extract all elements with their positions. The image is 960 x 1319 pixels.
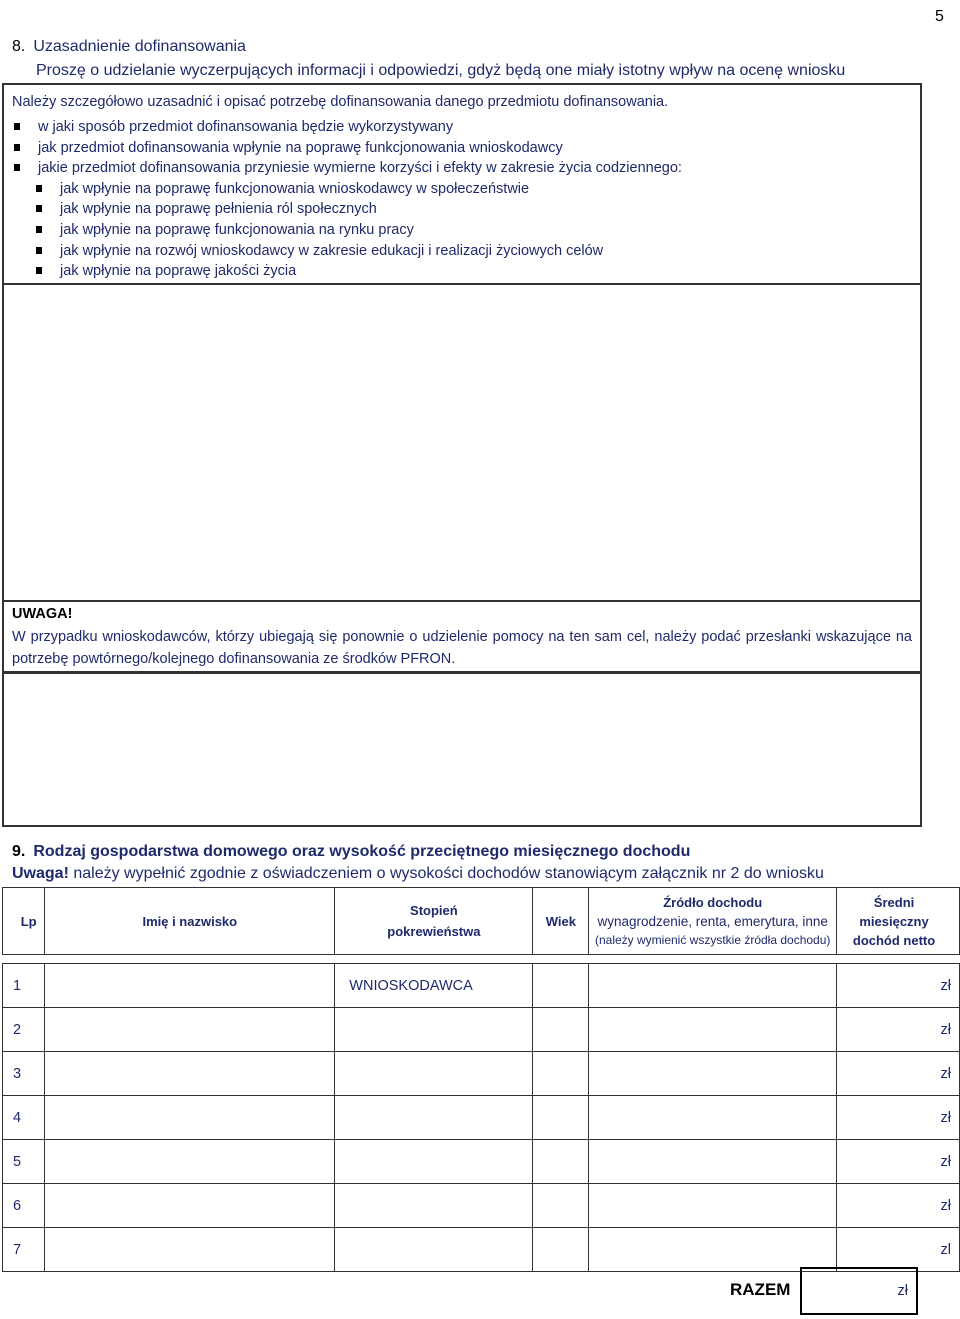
age-cell[interactable] <box>533 1184 589 1228</box>
warning-text: W przypadku wnioskodawców, którzy ubiegają się ponownie o udzielenie pomocy na ten sam cel, należy podać przesłanki wskazujące na potrzebę powtórnego/kolejnego dofinansowania ze środków PFRON. <box>12 629 912 667</box>
section-title-text: Uzasadnienie dofinansowania <box>33 38 246 55</box>
income-source-cell[interactable] <box>589 1140 837 1184</box>
age-cell[interactable] <box>533 1228 589 1272</box>
section-9-title <box>12 843 690 861</box>
degree-cell[interactable]: WNIOSKODAWCA <box>335 964 533 1008</box>
row-lp: 4 <box>3 1096 45 1140</box>
average-income-cell[interactable]: zł <box>837 1140 960 1184</box>
section-number: 8. <box>12 38 26 55</box>
degree-cell[interactable] <box>335 1140 533 1184</box>
average-income-cell[interactable]: zł <box>837 1096 960 1140</box>
degree-cell[interactable] <box>335 1052 533 1096</box>
degree-cell[interactable] <box>335 1008 533 1052</box>
name-cell[interactable] <box>45 1052 335 1096</box>
average-income-cell[interactable]: zł <box>837 1008 960 1052</box>
row-lp: 6 <box>3 1184 45 1228</box>
name-cell[interactable] <box>45 1008 335 1052</box>
justification-bullet-list <box>12 117 682 282</box>
header-source-line1: Źródło dochodu <box>663 895 763 910</box>
warning-label: UWAGA! <box>12 606 73 622</box>
income-source-cell[interactable] <box>589 1008 837 1052</box>
justification-answer-field[interactable] <box>2 284 922 602</box>
total-label: RAZEM <box>730 1280 791 1299</box>
section-9-note <box>12 865 824 883</box>
age-cell[interactable] <box>533 1140 589 1184</box>
total-income-field[interactable] <box>800 1267 918 1315</box>
table-row <box>3 1184 960 1228</box>
justification-intro: Należy szczegółowo uzasadnić i opisać potrzebę dofinansowania danego przedmiotu dofinansowania. <box>12 94 669 110</box>
row-lp: 1 <box>3 964 45 1008</box>
header-age: Wiek <box>533 888 589 955</box>
table-row <box>3 1228 960 1272</box>
sub-list-item: jak wpłynie na poprawę funkcjonowania na rynku pracy <box>12 220 682 241</box>
list-item: w jaki sposób przedmiot dofinansowania będzie wykorzystywany <box>12 117 682 138</box>
average-income-cell[interactable]: zł <box>837 964 960 1008</box>
header-lp: Lp <box>3 888 45 955</box>
header-income-source <box>589 888 837 955</box>
table-gap-row <box>3 955 960 964</box>
income-source-cell[interactable] <box>589 964 837 1008</box>
average-income-cell[interactable]: zł <box>837 1184 960 1228</box>
sub-list-item: jak wpłynie na poprawę funkcjonowania wnioskodawcy w społeczeństwie <box>12 179 682 200</box>
row-lp: 5 <box>3 1140 45 1184</box>
age-cell[interactable] <box>533 1096 589 1140</box>
list-item: jakie przedmiot dofinansowania przyniesie wymierne korzyści i efekty w zakresie życia codziennego: <box>12 158 682 179</box>
income-source-cell[interactable] <box>589 1096 837 1140</box>
section-8-title <box>12 38 246 56</box>
header-avg-line1: Średni <box>873 894 915 910</box>
income-table <box>2 887 960 1272</box>
sub-list-item: jak wpłynie na rozwój wnioskodawcy w zakresie edukacji i realizacji życiowych celów <box>12 241 682 262</box>
average-income-cell[interactable]: zl <box>837 1228 960 1272</box>
row-lp: 2 <box>3 1008 45 1052</box>
header-degree-line1: Stopień <box>410 903 458 918</box>
income-source-cell[interactable] <box>589 1052 837 1096</box>
table-row <box>3 1008 960 1052</box>
note-label: Uwaga! <box>12 865 69 882</box>
header-avg-line2: miesięczny <box>859 913 929 929</box>
income-source-cell[interactable] <box>589 1228 837 1272</box>
section-number: 9. <box>12 843 26 860</box>
section-8-subtitle: Proszę o udzielanie wyczerpujących informacji i odpowiedzi, gdyż będą one miały istotny wpływ na ocenę wniosku <box>36 62 846 79</box>
degree-cell[interactable] <box>335 1096 533 1140</box>
note-text: należy wypełnić zgodnie z oświadczeniem o wysokości dochodów stanowiącym załącznik nr 2 do wniosku <box>68 865 824 882</box>
income-source-cell[interactable] <box>589 1184 837 1228</box>
page-number: 5 <box>935 8 944 25</box>
table-row <box>3 1140 960 1184</box>
sub-list-item: jak wpłynie na poprawę jakości życia <box>12 261 682 282</box>
degree-cell[interactable] <box>335 1228 533 1272</box>
table-row <box>3 1096 960 1140</box>
table-row <box>3 964 960 1008</box>
table-header-row <box>3 888 960 955</box>
age-cell[interactable] <box>533 964 589 1008</box>
repeat-application-answer-field[interactable] <box>2 672 922 827</box>
section-title-text: Rodzaj gospodarstwa domowego oraz wysokość przeciętnego miesięcznego dochodu <box>33 843 691 860</box>
header-degree <box>335 888 533 955</box>
name-cell[interactable] <box>45 1228 335 1272</box>
row-lp: 3 <box>3 1052 45 1096</box>
table-row <box>3 1052 960 1096</box>
name-cell[interactable] <box>45 1184 335 1228</box>
name-cell[interactable] <box>45 1096 335 1140</box>
degree-cell[interactable] <box>335 1184 533 1228</box>
total-currency: zł <box>897 1283 908 1299</box>
list-item: jak przedmiot dofinansowania wpłynie na poprawę funkcjonowania wnioskodawcy <box>12 138 682 159</box>
row-lp: 7 <box>3 1228 45 1272</box>
header-average-income <box>837 888 960 955</box>
header-name: Imię i nazwisko <box>45 888 335 955</box>
header-source-line2: wynagrodzenie, renta, emerytura, inne <box>597 914 828 929</box>
name-cell[interactable] <box>45 1140 335 1184</box>
header-avg-line3: dochód netto <box>852 932 936 948</box>
age-cell[interactable] <box>533 1008 589 1052</box>
name-cell[interactable] <box>45 964 335 1008</box>
header-degree-line2: pokrewieństwa <box>387 924 481 939</box>
header-source-line3: (należy wymienić wszystkie źródła dochodu) <box>594 933 831 947</box>
average-income-cell[interactable]: zł <box>837 1052 960 1096</box>
age-cell[interactable] <box>533 1052 589 1096</box>
sub-list-item: jak wpłynie na poprawę pełnienia ról społecznych <box>12 199 682 220</box>
